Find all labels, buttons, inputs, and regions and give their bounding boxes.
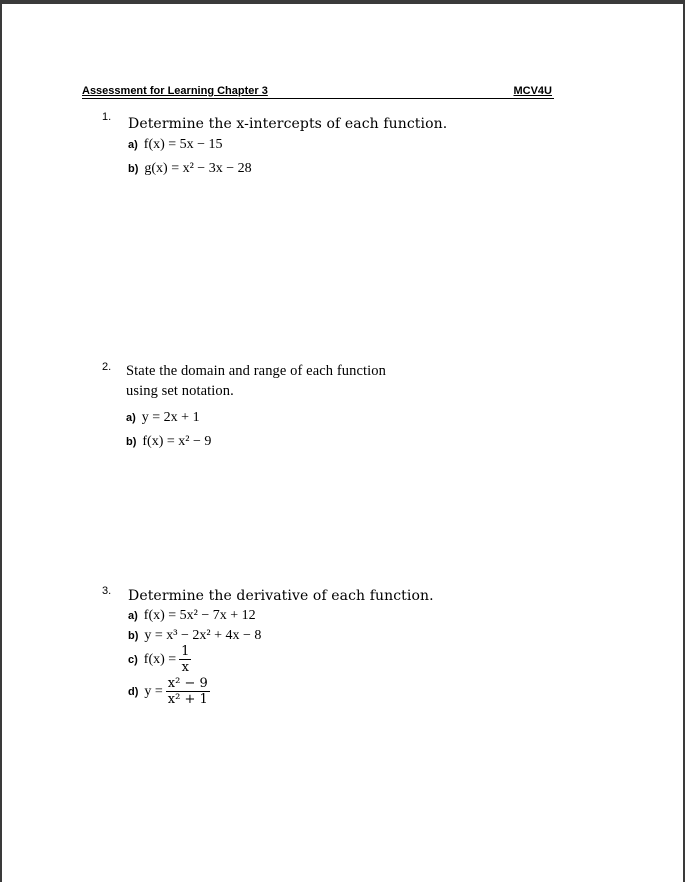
question-1-part-a xyxy=(128,136,223,153)
part-label: a) xyxy=(128,610,138,622)
part-label: c) xyxy=(128,654,138,666)
question-1-number: 1. xyxy=(102,111,112,123)
part-label: b) xyxy=(126,436,137,448)
part-label: b) xyxy=(128,163,139,175)
question-3-part-c xyxy=(128,644,191,675)
fraction-numerator: x² − 9 xyxy=(167,676,208,691)
part-expression: g(x) = x² − 3x − 28 xyxy=(144,161,252,176)
page-header xyxy=(82,84,554,99)
part-label: a) xyxy=(126,412,136,424)
question-2-prompt-line-1: State the domain and range of each function xyxy=(126,363,386,379)
part-label: d) xyxy=(128,686,139,698)
part-expression-lhs: f(x) = xyxy=(143,652,177,667)
part-expression: y = 2x + 1 xyxy=(141,410,200,425)
question-2-part-b xyxy=(126,433,211,450)
part-label: a) xyxy=(128,139,138,151)
part-label: b) xyxy=(128,630,139,642)
fraction-denominator: x xyxy=(181,660,189,675)
fraction-denominator: x² + 1 xyxy=(167,692,208,707)
header-title: Assessment for Learning Chapter 3 xyxy=(82,85,268,97)
question-1-part-b xyxy=(128,160,252,177)
question-2-number: 2. xyxy=(102,361,112,373)
question-3-part-d xyxy=(128,676,210,707)
fraction xyxy=(179,644,191,675)
header-course-code: MCV4U xyxy=(513,85,552,97)
fraction xyxy=(166,676,210,707)
question-3-part-b xyxy=(128,627,261,644)
window-frame-top xyxy=(0,0,685,4)
question-3-prompt: Determine the derivative of each function. xyxy=(128,588,434,604)
part-expression-lhs: y = xyxy=(144,684,163,699)
part-expression: f(x) = 5x² − 7x + 12 xyxy=(143,608,256,623)
part-expression: y = x³ − 2x² + 4x − 8 xyxy=(144,628,262,643)
question-3-part-a xyxy=(128,607,256,624)
question-1-prompt: Determine the x-intercepts of each function. xyxy=(128,116,448,132)
part-expression: f(x) = x² − 9 xyxy=(142,434,212,449)
question-2-part-a xyxy=(126,409,200,426)
question-2-prompt-line-2: using set notation. xyxy=(126,383,234,399)
part-expression: f(x) = 5x − 15 xyxy=(143,137,223,152)
fraction-numerator: 1 xyxy=(181,644,190,659)
window-frame-left xyxy=(0,0,2,882)
question-3-number: 3. xyxy=(102,585,112,597)
